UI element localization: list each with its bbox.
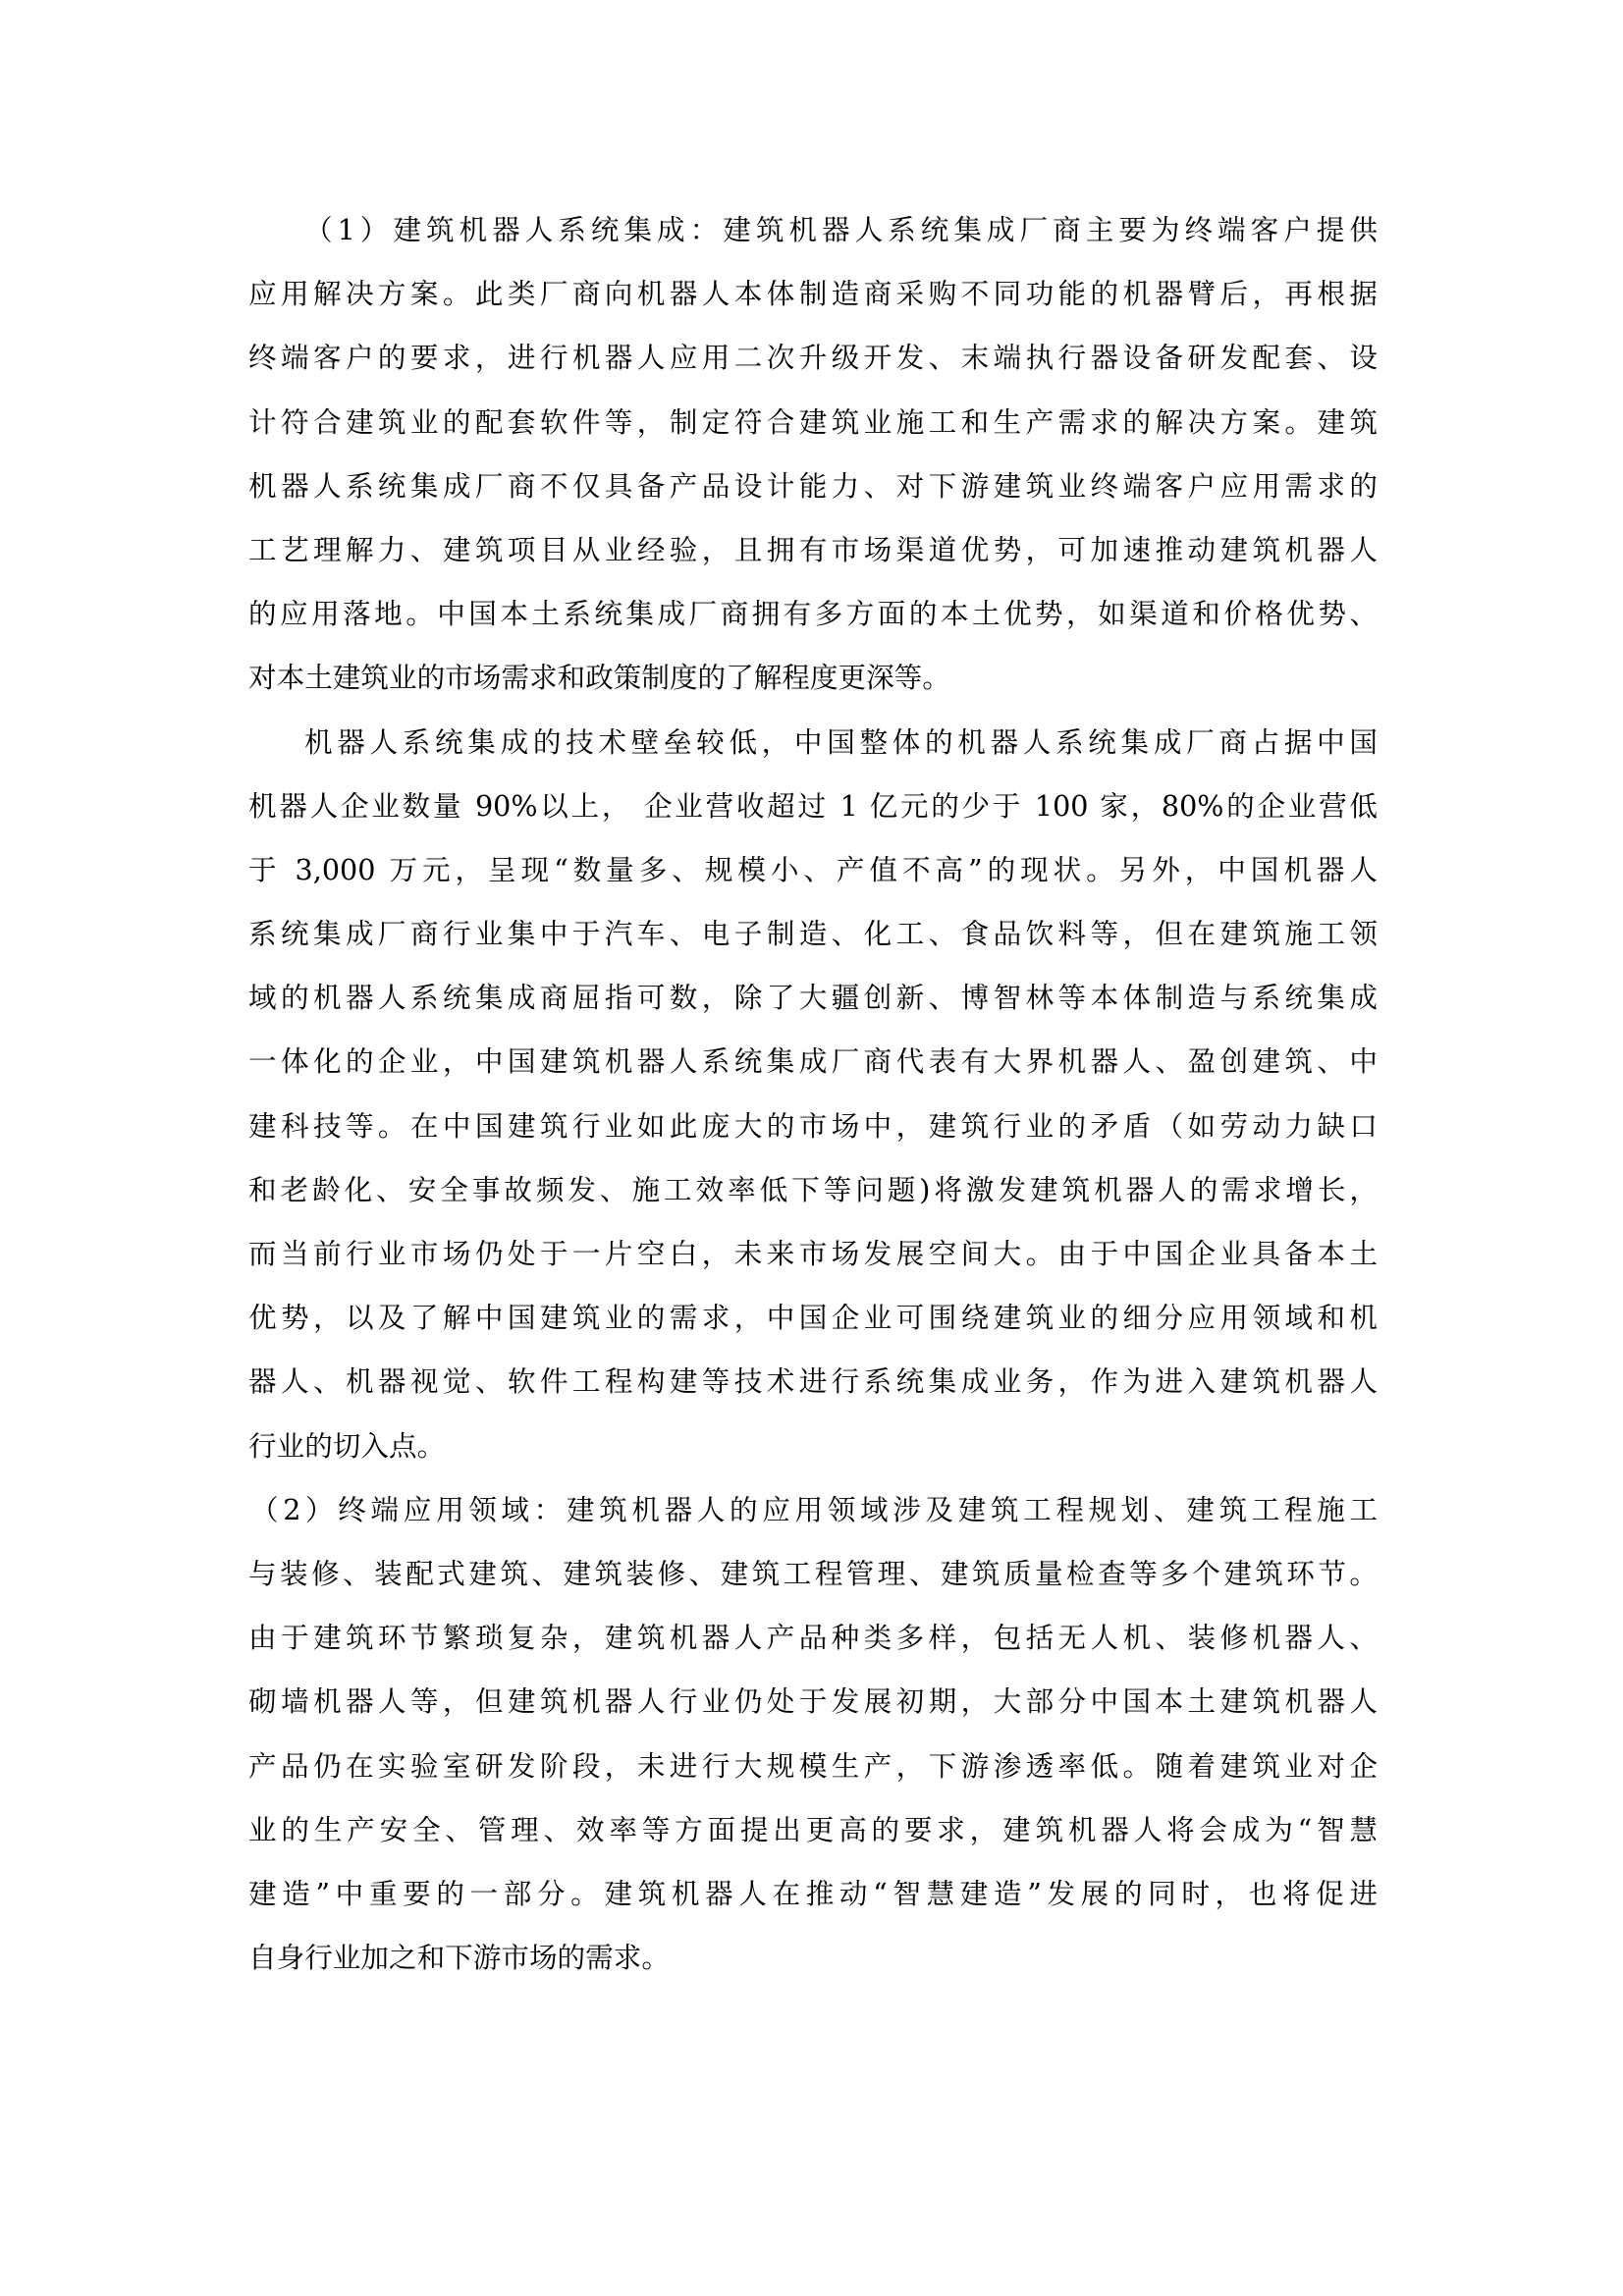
document-page [248,210,1378,2002]
text-line: 由于建筑环节繁琐复杂，建筑机器人产品种类多样，包括无人机、装修机器人、 [248,1621,1378,1655]
text-line: 计符合建筑业的配套软件等，制定符合建筑业施工和生产需求的解决方案。建筑 [248,404,1378,439]
text-line: 器人、机器视觉、软件工程构建等技术进行系统集成业务，作为进入建筑机器人 [248,1364,1378,1399]
text-line: 系统集成厂商行业集中于汽车、电子制造、化工、食品饮料等，但在建筑施工领 [248,917,1378,951]
text-line: 一体化的企业，中国建筑机器人系统集成厂商代表有大界机器人、盈创建筑、中 [248,1044,1378,1079]
text-line: 于 3,000 万元，呈现“数量多、规模小、产值不高”的现状。另外，中国机器人 [248,852,1378,886]
text-line: 应用解决方案。此类厂商向机器人本体制造商采购不同功能的机器臂后，再根据 [248,277,1378,311]
paragraph-system-integration [248,210,1378,722]
text-line: 自身行业加之和下游市场的需求。 [248,1941,670,1975]
paragraph-end-applications [248,1490,1378,2002]
text-line: 工艺理解力、建筑项目从业经验，且拥有市场渠道优势，可加速推动建筑机器人 [248,532,1378,566]
text-line: 产品仍在实验室研发阶段，未进行大规模生产，下游渗透率低。随着建筑业对企 [248,1748,1378,1783]
text-line: 而当前行业市场仍处于一片空白，未来市场发展空间大。由于中国企业具备本土 [248,1237,1378,1270]
text-line: 行业的切入点。 [248,1428,446,1463]
text-line: 与装修、装配式建筑、建筑装修、建筑工程管理、建筑质量检查等多个建筑环节。 [248,1556,1378,1590]
text-line: 优势，以及了解中国建筑业的需求，中国企业可围绕建筑业的细分应用领域和机 [248,1301,1378,1335]
text-line: 终端客户的要求，进行机器人应用二次升级开发、末端执行器设备研发配套、设 [248,341,1378,375]
text-line: 机器人企业数量 90%以上， 企业营收超过 1 亿元的少于 100 家，80%的企业营低 [248,788,1378,823]
text-line: 机器人系统集成的技术壁垒较低，中国整体的机器人系统集成厂商占据中国 [304,724,1378,759]
text-line: 砌墙机器人等，但建筑机器人行业仍处于发展初期，大部分中国本土建筑机器人 [248,1684,1378,1719]
text-line: 和老龄化、安全事故频发、施工效率低下等问题)将激发建筑机器人的需求增长， [248,1172,1378,1206]
text-line: 建科技等。在中国建筑行业如此庞大的市场中，建筑行业的矛盾（如劳动力缺口 [248,1108,1378,1143]
text-line: 建造”中重要的一部分。建筑机器人在推动“智慧建造”发展的同时，也将促进 [248,1876,1378,1910]
text-line: （2）终端应用领域：建筑机器人的应用领域涉及建筑工程规划、建筑工程施工 [250,1492,1378,1526]
paragraph-integration-barrier [248,722,1378,1490]
text-line: 业的生产安全、管理、效率等方面提出更高的要求，建筑机器人将会成为“智慧 [248,1812,1378,1846]
text-line: （1）建筑机器人系统集成：建筑机器人系统集成厂商主要为终端客户提供 [304,213,1378,246]
text-line: 域的机器人系统集成商屈指可数，除了大疆创新、博智林等本体制造与系统集成 [248,981,1378,1015]
text-line: 对本土建筑业的市场需求和政策制度的了解程度更深等。 [248,661,950,695]
text-line: 机器人系统集成厂商不仅具备产品设计能力、对下游建筑业终端客户应用需求的 [248,468,1378,503]
text-line: 的应用落地。中国本土系统集成厂商拥有多方面的本土优势，如渠道和价格优势、 [248,597,1378,631]
